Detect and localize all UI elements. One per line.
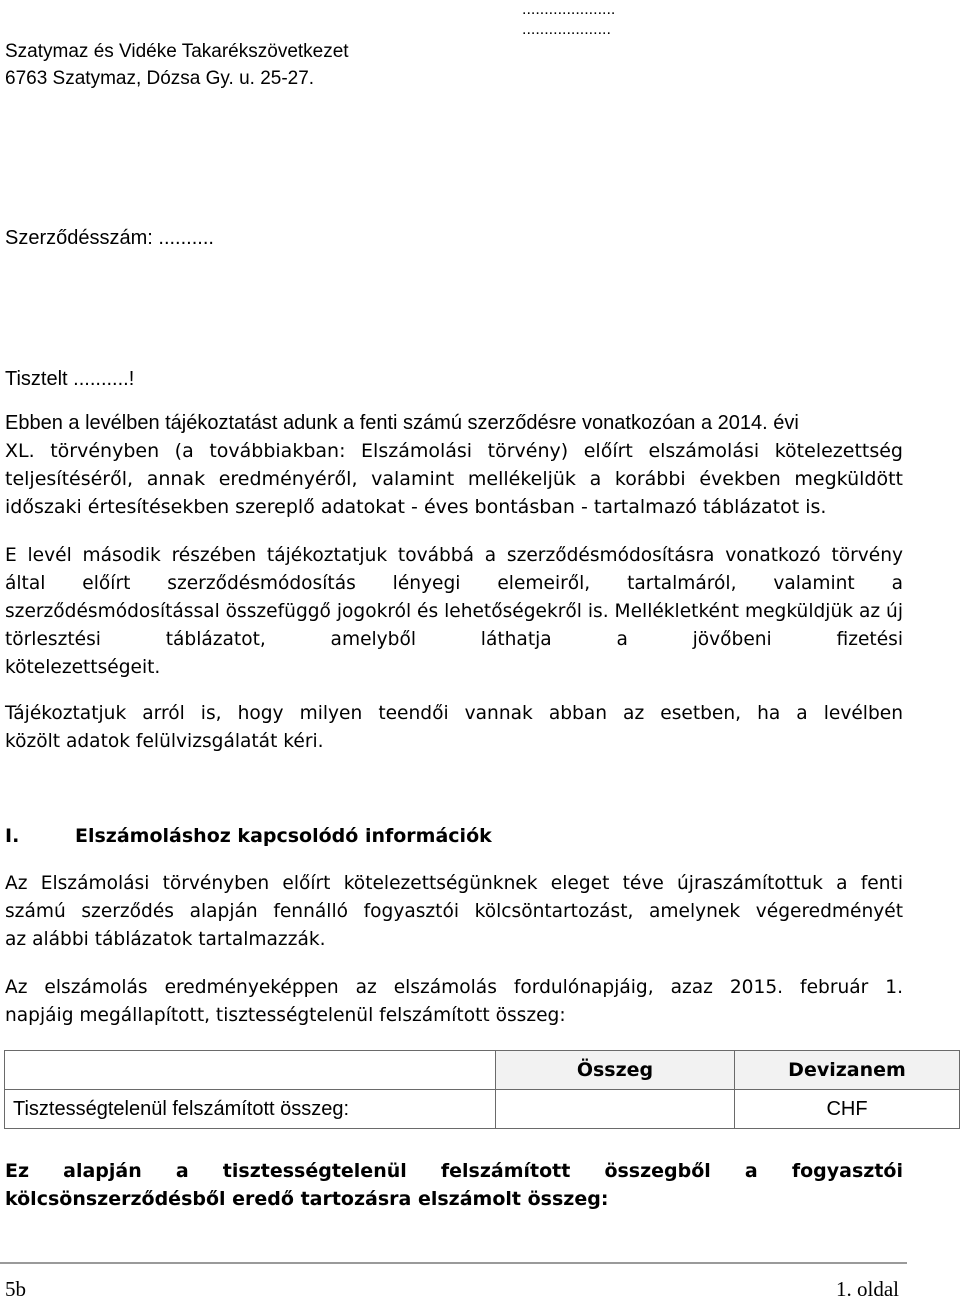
unfair-amount-table	[4, 1050, 960, 1129]
table-header-currency: Devizanem	[735, 1051, 960, 1090]
paragraph-settled-amount	[5, 1157, 903, 1213]
table-cell-label: Tisztességtelenül felszámított összeg:	[5, 1090, 496, 1129]
paragraph-body: Ez alapján a tisztességtelenül felszámított összegből a fogyasztói	[5, 1160, 903, 1182]
paragraph-settlement-result	[5, 974, 903, 1030]
intro-body: XL. törvényben (a továbbiakban: Elszámolási törvény) előírt elszámolási kötelezettség teljesítéséről, annak eredményéről, valamint mellékeljük a korábbi években megküldött időszaki értesítésekben szereplő adatokat - éves bontásban - tartalmazó táblázatot is.	[5, 440, 903, 518]
footer-document-code: 5b	[5, 1277, 26, 1301]
section-heading	[5, 822, 492, 850]
table-header-empty	[5, 1051, 496, 1090]
paragraph-last-line: napjáig megállapított, tisztességtelenül felszámított összeg:	[5, 1005, 566, 1026]
table-cell-currency: CHF	[735, 1090, 960, 1129]
table-row	[5, 1090, 960, 1129]
footer-divider	[0, 1262, 907, 1264]
paragraph-last-line: kötelezettségeit.	[5, 657, 161, 678]
sender-name: Szatymaz és Vidéke Takarékszövetkezet	[5, 41, 349, 62]
intro-paragraph	[5, 409, 903, 521]
greeting: Tisztelt ..........!	[5, 368, 135, 390]
paragraph-review-info	[5, 700, 903, 756]
paragraph-last-line: kölcsönszerződésből eredő tartozásra elszámolt összeg:	[5, 1188, 609, 1210]
paragraph-recalculation	[5, 870, 903, 954]
paragraph-body: Az Elszámolási törvényben előírt kötelezettségünknek eleget téve újraszámítottuk a fenti számú szerződés alapján fennálló fogyasztói kölcsöntartozást, amelynek végeredményét	[5, 873, 903, 922]
intro-first-line: Ebben a levélben tájékoztatást adunk a fenti számú szerződésre vonatkozóan a 2014. évi	[5, 412, 799, 434]
section-number: I.	[5, 825, 20, 847]
table-cell-amount	[496, 1090, 735, 1129]
contract-number: Szerződésszám: ..........	[5, 227, 214, 249]
paragraph-last-line: közölt adatok felülvizsgálatát kéri.	[5, 731, 324, 752]
paragraph-body: Tájékoztatjuk arról is, hogy milyen teendői vannak abban az esetben, ha a levélben	[5, 703, 903, 724]
dots-line-2: ....................	[522, 21, 611, 38]
footer-page-number: 1. oldal	[836, 1277, 899, 1301]
recipient-placeholder-dots	[522, 0, 615, 40]
paragraph-body: E levél második részében tájékoztatjuk továbbá a szerződésmódosításra vonatkozó törvény által előírt szerződésmódosítás lényegi elemeiről, tartalmáról, valamint a szerződésmódosítással összefüggő jogokról és lehetőségekről is. Mellékletként megküldjük az új törlesztési táblázatot, amelyből láthatja a jövőbeni fizetési	[5, 545, 903, 650]
paragraph-body: Az elszámolás eredményeképpen az elszámolás fordulónapjáig, azaz 2015. február 1.	[5, 977, 903, 998]
sender-address	[5, 38, 349, 92]
sender-street: 6763 Szatymaz, Dózsa Gy. u. 25-27.	[5, 68, 315, 89]
dots-line-1: .....................	[522, 1, 616, 18]
table-header-amount: Összeg	[496, 1051, 735, 1090]
section-title: Elszámoláshoz kapcsolódó információk	[75, 825, 492, 847]
paragraph-amendment-info	[5, 542, 903, 682]
paragraph-last-line: az alábbi táblázatok tartalmazzák.	[5, 929, 326, 950]
table-header-row	[5, 1051, 960, 1090]
